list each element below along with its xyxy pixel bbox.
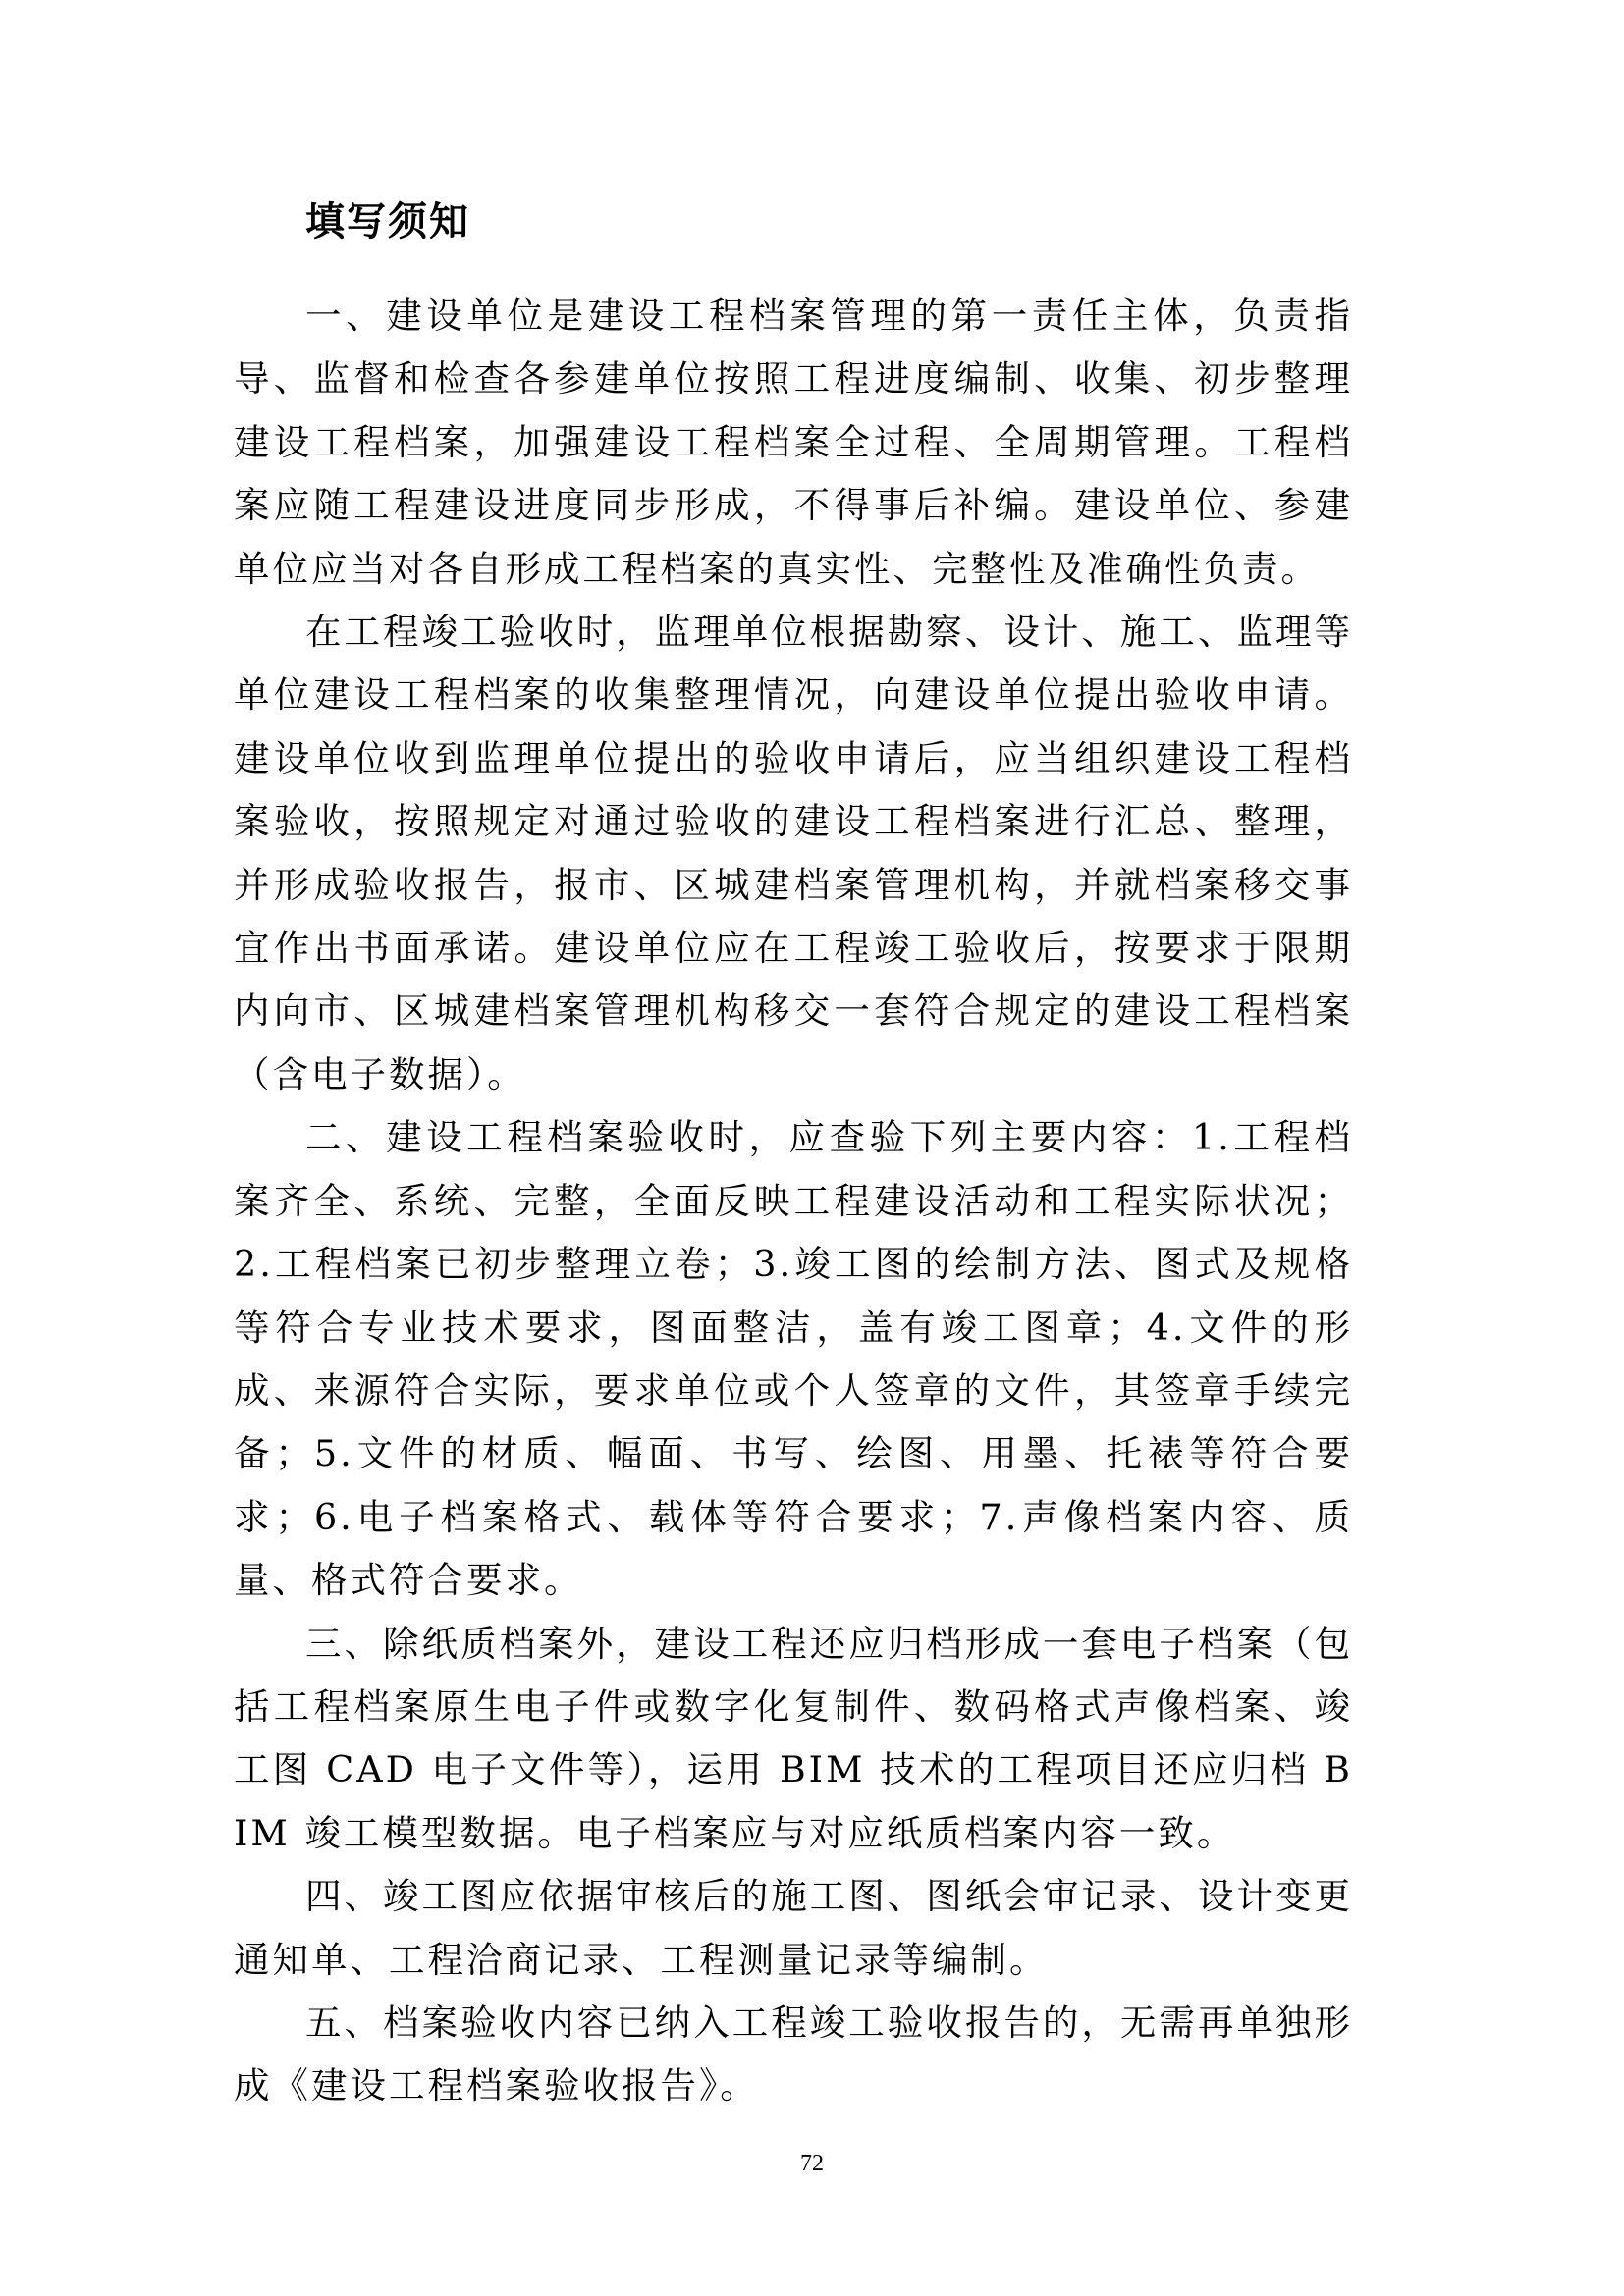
paragraph-1: 一、建设单位是建设工程档案管理的第一责任主体，负责指导、监督和检查各参建单位按照工程进度编制、收集、初步整理建设工程档案，加强建设工程档案全过程、全周期管理。工程档案应随工程建设进度同步形成，不得事后补编。建设单位、参建单位应当对各自形成工程档案的真实性、完整性及准确性负责。: [234, 294, 1353, 590]
paragraph-2: 在工程竣工验收时，监理单位根据勘察、设计、施工、监理等单位建设工程档案的收集整理情况，向建设单位提出验收申请。建设单位收到监理单位提出的验收申请后，应当组织建设工程档案验收，按照规定对通过验收的建设工程档案进行汇总、整理，并形成验收报告，报市、区城建档案管理机构，并就档案移交事宜作出书面承诺。建设单位应在工程竣工验收后，按要求于限期内向市、区城建档案管理机构移交一套符合规定的建设工程档案（含电子数据）。: [234, 611, 1353, 1095]
page-title: 填写须知: [305, 198, 470, 244]
paragraph-3: 二、建设工程档案验收时，应查验下列主要内容：1.工程档案齐全、系统、完整，全面反映工程建设活动和工程实际状况；2.工程档案已初步整理立卷；3.竣工图的绘制方法、图式及规格等符合专业技术要求，图面整洁，盖有竣工图章；4.文件的形成、来源符合实际，要求单位或个人签章的文件，其签章手续完备；5.文件的材质、幅面、书写、绘图、用墨、托裱等符合要求；6.电子档案格式、载体等符合要求；7.声像档案内容、质量、格式符合要求。: [234, 1116, 1353, 1602]
paragraph-5: 四、竣工图应依据审核后的施工图、图纸会审记录、设计变更通知单、工程洽商记录、工程测量记录等编制。: [234, 1875, 1353, 1981]
page-number: 72: [800, 2151, 824, 2176]
notice-body: [234, 285, 1353, 2118]
paragraph-6: 五、档案验收内容已纳入工程竣工验收报告的，无需再单独形成《建设工程档案验收报告》。: [234, 2001, 1353, 2108]
paragraph-4: 三、除纸质档案外，建设工程还应归档形成一套电子档案（包括工程档案原生电子件或数字化复制件、数码格式声像档案、竣工图 CAD 电子文件等），运用 BIM 技术的工程项目还应归档 BIM 竣工模型数据。电子档案应与对应纸质档案内容一致。: [234, 1622, 1353, 1854]
